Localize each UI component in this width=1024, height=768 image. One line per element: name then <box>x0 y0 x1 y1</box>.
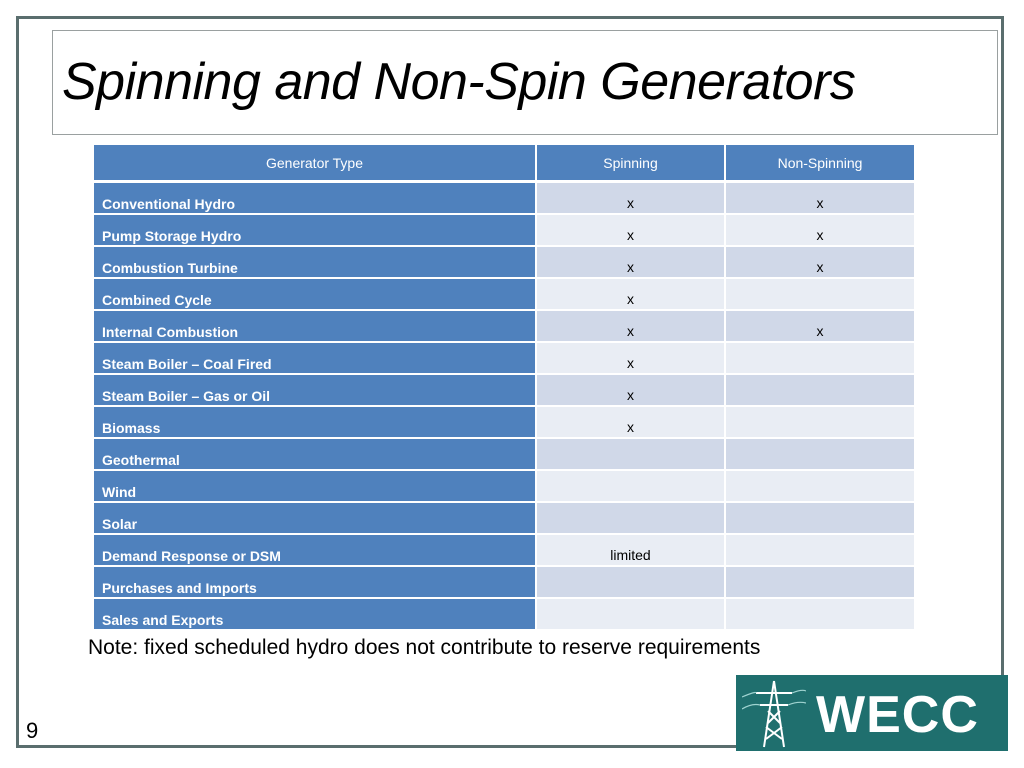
header-generator-type: Generator Type <box>94 145 536 182</box>
table-row <box>94 406 914 438</box>
spinning-cell: x <box>536 278 725 310</box>
generator-type-cell: Geothermal <box>94 438 536 470</box>
non-spinning-cell: x <box>725 214 914 246</box>
generator-type-cell: Solar <box>94 502 536 534</box>
generator-type-cell: Steam Boiler – Gas or Oil <box>94 374 536 406</box>
spinning-cell: x <box>536 406 725 438</box>
table-row <box>94 438 914 470</box>
non-spinning-cell <box>725 566 914 598</box>
spinning-cell <box>536 470 725 502</box>
non-spinning-cell <box>725 374 914 406</box>
wecc-logo <box>736 675 1008 751</box>
generator-type-cell: Combustion Turbine <box>94 246 536 278</box>
spinning-cell <box>536 598 725 630</box>
generator-type-cell: Steam Boiler – Coal Fired <box>94 342 536 374</box>
generator-table <box>94 145 914 631</box>
non-spinning-cell <box>725 406 914 438</box>
transmission-tower-icon <box>742 677 806 749</box>
table-row <box>94 246 914 278</box>
page-number: 9 <box>26 718 39 743</box>
generator-type-cell: Pump Storage Hydro <box>94 214 536 246</box>
non-spinning-cell <box>725 598 914 630</box>
spinning-cell: x <box>536 182 725 215</box>
table-row <box>94 214 914 246</box>
spinning-cell <box>536 438 725 470</box>
non-spinning-cell: x <box>725 246 914 278</box>
non-spinning-cell <box>725 278 914 310</box>
table-row <box>94 310 914 342</box>
table-row <box>94 566 914 598</box>
table-row <box>94 342 914 374</box>
spinning-cell: limited <box>536 534 725 566</box>
spinning-cell <box>536 566 725 598</box>
generator-type-cell: Sales and Exports <box>94 598 536 630</box>
generator-type-cell: Combined Cycle <box>94 278 536 310</box>
header-non-spinning: Non-Spinning <box>725 145 914 182</box>
generator-type-cell: Demand Response or DSM <box>94 534 536 566</box>
generator-type-cell: Conventional Hydro <box>94 182 536 215</box>
table-row <box>94 598 914 630</box>
spinning-cell: x <box>536 374 725 406</box>
spinning-cell: x <box>536 342 725 374</box>
table-header-row <box>94 145 914 182</box>
generator-type-cell: Biomass <box>94 406 536 438</box>
table-row <box>94 182 914 215</box>
logo-text: WECC <box>816 686 979 744</box>
generator-type-cell: Internal Combustion <box>94 310 536 342</box>
table-row <box>94 470 914 502</box>
table-row <box>94 534 914 566</box>
slide-title: Spinning and Non-Spin Generators <box>62 53 856 111</box>
non-spinning-cell <box>725 502 914 534</box>
generator-type-cell: Purchases and Imports <box>94 566 536 598</box>
non-spinning-cell <box>725 470 914 502</box>
spinning-cell: x <box>536 246 725 278</box>
spinning-cell <box>536 502 725 534</box>
table-row <box>94 502 914 534</box>
non-spinning-cell <box>725 438 914 470</box>
non-spinning-cell: x <box>725 182 914 215</box>
spinning-cell: x <box>536 214 725 246</box>
spinning-cell: x <box>536 310 725 342</box>
non-spinning-cell: x <box>725 310 914 342</box>
table-row <box>94 374 914 406</box>
non-spinning-cell <box>725 342 914 374</box>
header-spinning: Spinning <box>536 145 725 182</box>
footnote: Note: fixed scheduled hydro does not contribute to reserve requirements <box>88 636 761 659</box>
table-row <box>94 278 914 310</box>
generator-type-cell: Wind <box>94 470 536 502</box>
non-spinning-cell <box>725 534 914 566</box>
